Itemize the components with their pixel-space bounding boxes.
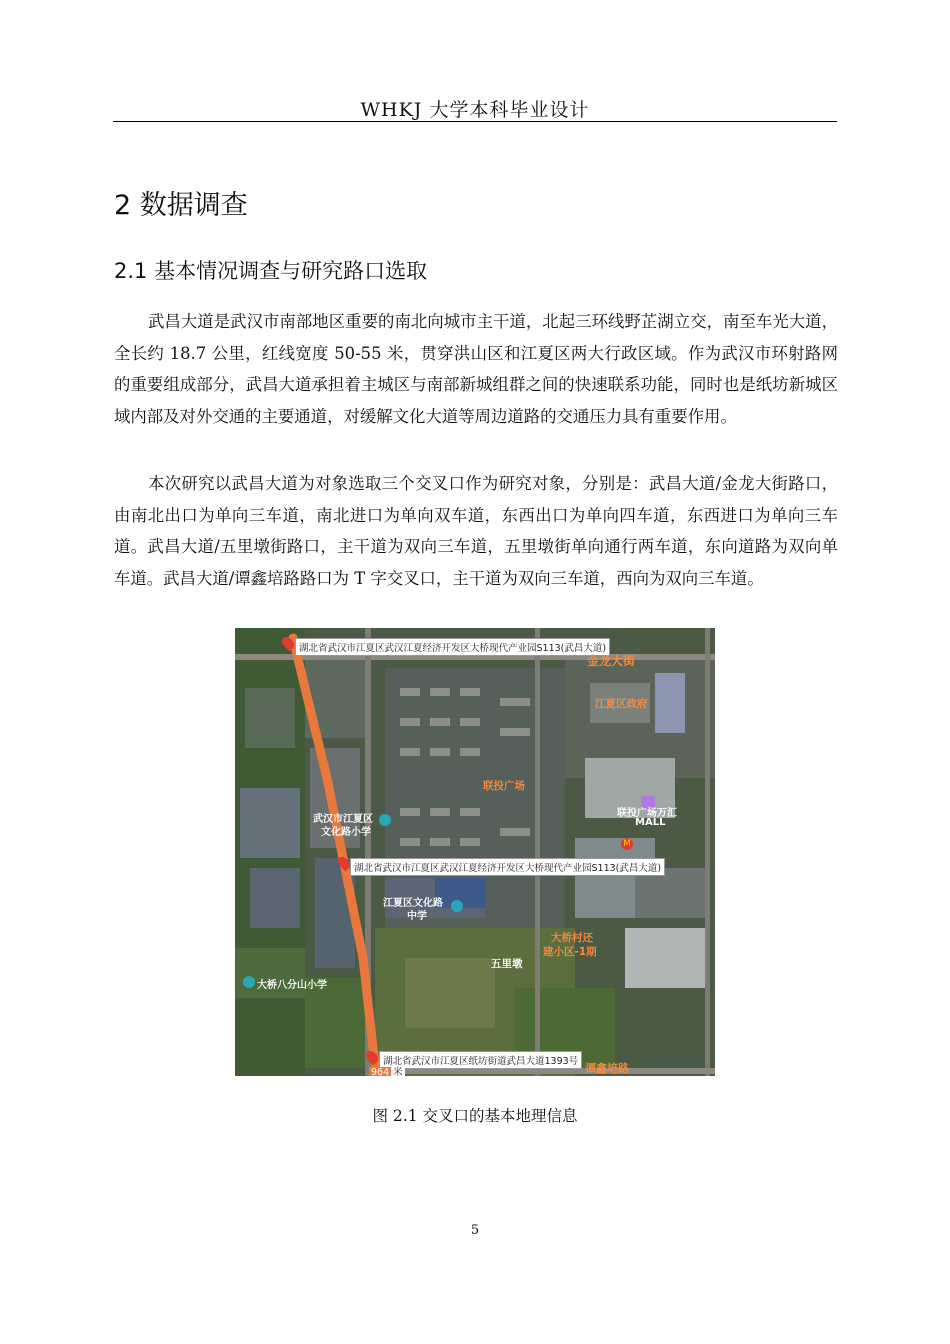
place-school2-2: 中学 <box>407 911 427 922</box>
paragraph-2: 本次研究以武昌大道为对象选取三个交叉口作为研究对象，分别是：武昌大道/金龙大街路口，由南北出口为单向三车道，南北进口为单向双车道，东西出口为单向四车道，东西进口为单向三车道。武昌大道/五里墩街路口，主干道为双向三车道，五里墩街单向通行两车道，东向道路为双向单车道。武昌大道/谭鑫培路路口为 T 字交叉口，主干道为双向三车道，西向为双向三车道。 <box>114 474 838 588</box>
paragraph-1: 武昌大道是武汉市南部地区重要的南北向城市主干道，北起三环线野芷湖立交，南至车光大道，全长约 18.7 公里，红线宽度 50-55 米，贯穿洪山区和江夏区两大行政区域。作为武汉市环射路网的重要组成部分，武昌大道承担着主城区与南部新城组群之间的快速联系功能，同时也是纸坊新城区域内部及对外交通的主要通道，对缓解文化大道等周边道路的交通压力具有重要作用。 <box>114 312 838 426</box>
header-rule <box>113 121 837 122</box>
place-daqiao-1: 大桥村还 <box>551 932 593 944</box>
place-school1-2: 文化路小学 <box>321 827 371 838</box>
scale-unit: 米 <box>393 1067 403 1076</box>
map-figure <box>235 628 715 1076</box>
school-3-icon <box>243 976 255 988</box>
figure-caption: 图 2.1 交叉口的基本地理信息 <box>372 1107 578 1125</box>
place-wulidun: 五里墩 <box>491 958 523 970</box>
running-header: WHKJ 大学本科毕业设计 <box>360 99 590 121</box>
page-number: 5 <box>470 1223 480 1238</box>
place-jinlong: 金龙大街 <box>587 654 636 668</box>
section-heading: 2 数据调查 <box>114 190 248 221</box>
place-school2-1: 江夏区文化路 <box>383 898 443 909</box>
route-marker-3-icon <box>364 1049 381 1066</box>
place-mall-1: 联投广场万汇 <box>617 808 677 819</box>
place-liantou: 联投广场 <box>483 780 525 792</box>
place-mall-2: MALL <box>635 817 666 828</box>
school-2-icon <box>451 900 463 912</box>
route-marker-1-label: 湖北省武汉市江夏区武汉江夏经济开发区大桥现代产业园S113(武昌大道) <box>295 638 610 656</box>
place-tanxinpei: 谭鑫培路 <box>585 1062 629 1075</box>
route-marker-2-label: 湖北省武汉市江夏区武汉江夏经济开发区大桥现代产业园S113(武昌大道) <box>350 858 665 876</box>
mcdonalds-icon: M <box>621 838 633 850</box>
route-marker-3-label: 湖北省武汉市江夏区纸坊街道武昌大道1393号 <box>379 1051 582 1069</box>
place-bafenshan: 大桥八分山小学 <box>257 980 327 991</box>
route-marker-1-icon <box>280 635 297 652</box>
place-school1-1: 武汉市江夏区 <box>313 814 373 825</box>
school-1-icon <box>379 814 391 826</box>
place-daqiao-2: 建小区-1期 <box>543 946 597 958</box>
map-overlay <box>235 628 715 1076</box>
scale-value: 964 <box>371 1067 390 1076</box>
place-gov: 江夏区政府 <box>595 698 648 710</box>
map-scale <box>369 1064 405 1076</box>
subsection-heading: 2.1 基本情况调查与研究路口选取 <box>114 259 428 283</box>
